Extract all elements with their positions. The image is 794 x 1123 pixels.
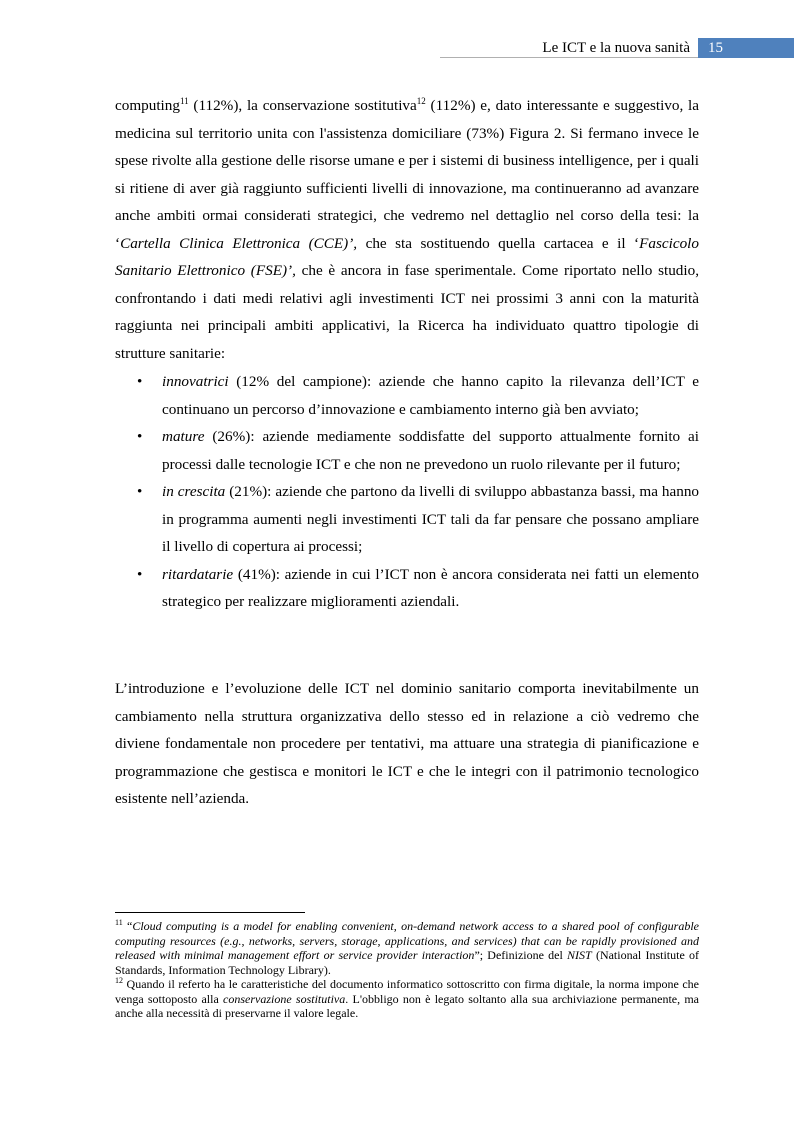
list-item bbox=[115, 368, 699, 423]
paragraph-intro bbox=[115, 92, 699, 367]
list-item bbox=[115, 478, 699, 561]
list-term: in crescita bbox=[162, 483, 226, 500]
header-rule bbox=[440, 57, 698, 58]
list-term: mature bbox=[162, 428, 205, 445]
footnote-term: conservazione sostitutiva bbox=[223, 991, 346, 1006]
bullet-list bbox=[115, 368, 699, 616]
text-run: che è ancora in fase sperimentale. Come riportato nello studio, confrontando i dati medi relativi agli investimenti ICT nei prossimi 3 anni con la maturità raggiunta nei principali ambiti applicativi, la Ricerca ha individuato quattro tipologie di strutture sanitarie: bbox=[115, 262, 700, 362]
footnote-ref-12[interactable]: 12 bbox=[416, 95, 426, 106]
text-run: “ bbox=[122, 919, 133, 933]
footnote-ref-11[interactable]: 11 bbox=[179, 95, 189, 106]
footnotes bbox=[115, 919, 699, 1021]
term-cce: Cartella Clinica Elettronica (CCE)’, bbox=[120, 234, 358, 252]
text-run: che sta sostituendo quella cartacea e il ‘ bbox=[357, 234, 640, 252]
footnote-quote: Cloud computing is a model for enabling convenient, on-demand network access to a shared pool of configurable computing resources (e.g., networks, servers, storage, applications, and services) that can be rapidly provisioned and released with minimal management effort or service provider interaction bbox=[115, 919, 700, 962]
list-text: (12% del campione): aziende che hanno capito la rilevanza dell’ICT e continuano un percorso d’innovazione e cambiamento interno già ben avviato; bbox=[162, 373, 699, 418]
list-item bbox=[115, 423, 699, 478]
text-run: (112%), la conservazione sostitutiva bbox=[188, 97, 417, 114]
footnote-nist: NIST bbox=[567, 948, 592, 962]
list-text: (26%): aziende mediamente soddisfatte del supporto attualmente fornito ai processi dalle tecnologie ICT e che non ne prevedono un ruolo rilevante per il futuro; bbox=[162, 428, 699, 473]
bullet-icon: • bbox=[137, 565, 143, 583]
list-item bbox=[115, 561, 699, 616]
text-run: ”; Definizione del bbox=[474, 948, 568, 962]
page-number-box bbox=[698, 38, 794, 58]
page-header bbox=[0, 38, 794, 58]
text-run: computing bbox=[115, 97, 180, 114]
list-text: (21%): aziende che partono da livelli di sviluppo abbastanza bassi, ma hanno in programma aumenti negli investimenti ICT tali da far pensare che possano ampliare il livello di copertura ai processi; bbox=[162, 483, 700, 555]
text-run: (National Institute of Standards, Information Technology Library). bbox=[115, 948, 700, 977]
bullet-icon: • bbox=[137, 428, 143, 445]
bullet-icon: • bbox=[137, 373, 143, 390]
footnote-number: 11 bbox=[115, 918, 123, 927]
footnote-number: 12 bbox=[115, 976, 123, 985]
paragraph-conclusion: L’introduzione e l’evoluzione delle ICT nel dominio sanitario comporta inevitabilmente un cambiamento nella struttura organizzativa dello stesso ed in relazione a ciò vedremo che diviene fondamentale non procedere per tentativi, ma attuare una strategia di pianificazione e programmazione che gestisca e monitori le ICT e che le integri con il patrimonio tecnologico esistente nell’azienda. bbox=[115, 680, 699, 807]
running-title: Le ICT e la nuova sanità bbox=[542, 40, 690, 56]
bullet-icon: • bbox=[137, 483, 143, 500]
text-run: . L'obbligo non è legato soltanto alla sua archiviazione permanente, ma anche alla necessità di preservarne il valore legale. bbox=[115, 991, 699, 1020]
footnote-12 bbox=[115, 977, 699, 1021]
footnote-separator bbox=[115, 912, 305, 913]
text-run: Quando il referto ha le caratteristiche del documento informatico sottoscritto con firma digitale, la norma impone che venga sottoposto alla bbox=[115, 977, 699, 1006]
term-fse: Fascicolo Sanitario Elettronico (FSE)’, bbox=[115, 234, 699, 279]
list-text: (41%): aziende in cui l’ICT non è ancora considerata nei fatti un elemento strategico per realizzare miglioramenti aziendali. bbox=[162, 565, 699, 610]
text-run: (112%) e, dato interessante e suggestivo, la medicina sul territorio unita con l'assistenza domiciliare (73%) Figura 2. Si fermano invece le spese rivolte alla gestione delle risorse umane e per i sistemi di business intelligence, per i quali si ritiene di aver già raggiunto sufficienti livelli di innovazione, ma continueranno ad avanzare anche ambiti ormai considerati strategici, che vedremo nel dettaglio nel corso della tesi: la ‘ bbox=[115, 97, 700, 252]
list-term: innovatrici bbox=[162, 373, 229, 390]
page-number: 15 bbox=[708, 40, 723, 56]
list-term: ritardatarie bbox=[162, 565, 234, 583]
footnote-11 bbox=[115, 919, 699, 977]
